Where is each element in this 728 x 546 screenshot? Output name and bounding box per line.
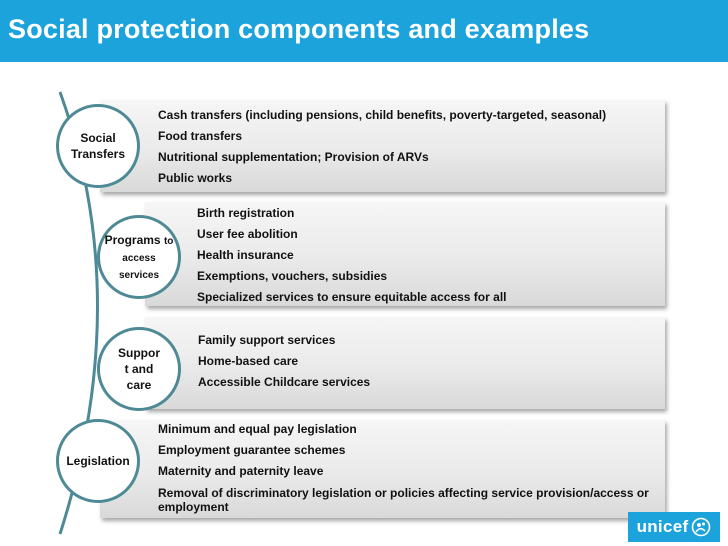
node-label: Social Transfers: [70, 131, 126, 161]
node-label: Programs to access services: [104, 232, 174, 281]
list-item: Cash transfers (including pensions, child benefits, poverty-targeted, seasonal): [158, 108, 607, 122]
support-care-node: [97, 327, 181, 411]
unicef-emblem-icon: [691, 517, 711, 537]
support-care-band: [145, 317, 665, 409]
node-label: Suppor t and care: [118, 346, 160, 392]
list-item: Minimum and equal pay legislation: [158, 422, 357, 436]
title-bar: [0, 0, 728, 62]
list-item: Specialized services to ensure equitable access for all: [197, 290, 507, 304]
node-label: Legislation: [66, 454, 130, 468]
list-item: Birth registration: [197, 206, 295, 220]
programs-list: [197, 203, 506, 308]
legislation-band: [100, 420, 665, 518]
programs-node: [97, 215, 181, 299]
list-item: Nutritional supplementation; Provision of ARVs: [158, 150, 429, 164]
programs-band: [145, 202, 665, 306]
list-item: Accessible Childcare services: [198, 375, 371, 389]
social-transfers-list: [158, 105, 606, 189]
list-item: Maternity and paternity leave: [158, 464, 324, 478]
list-item: Health insurance: [197, 248, 294, 262]
social-transfers-band: [100, 100, 665, 192]
unicef-logo: [628, 512, 720, 542]
list-item: Home-based care: [198, 354, 299, 368]
legislation-node: [56, 419, 140, 503]
social-transfers-node: [56, 104, 140, 188]
list-item: Food transfers: [158, 129, 243, 143]
logo-wordmark: unicef: [636, 517, 689, 536]
support-care-list: [198, 330, 370, 393]
legislation-list: [158, 419, 663, 514]
list-item: Public works: [158, 171, 233, 185]
list-item: Employment guarantee schemes: [158, 443, 346, 457]
page-title: Social protection components and examples: [8, 14, 590, 44]
list-item: Exemptions, vouchers, subsidies: [197, 269, 388, 283]
list-item: Family support services: [198, 333, 336, 347]
list-item: Removal of discriminatory legislation or policies affecting service provision/access or employment: [158, 486, 649, 514]
list-item: User fee abolition: [197, 227, 298, 241]
